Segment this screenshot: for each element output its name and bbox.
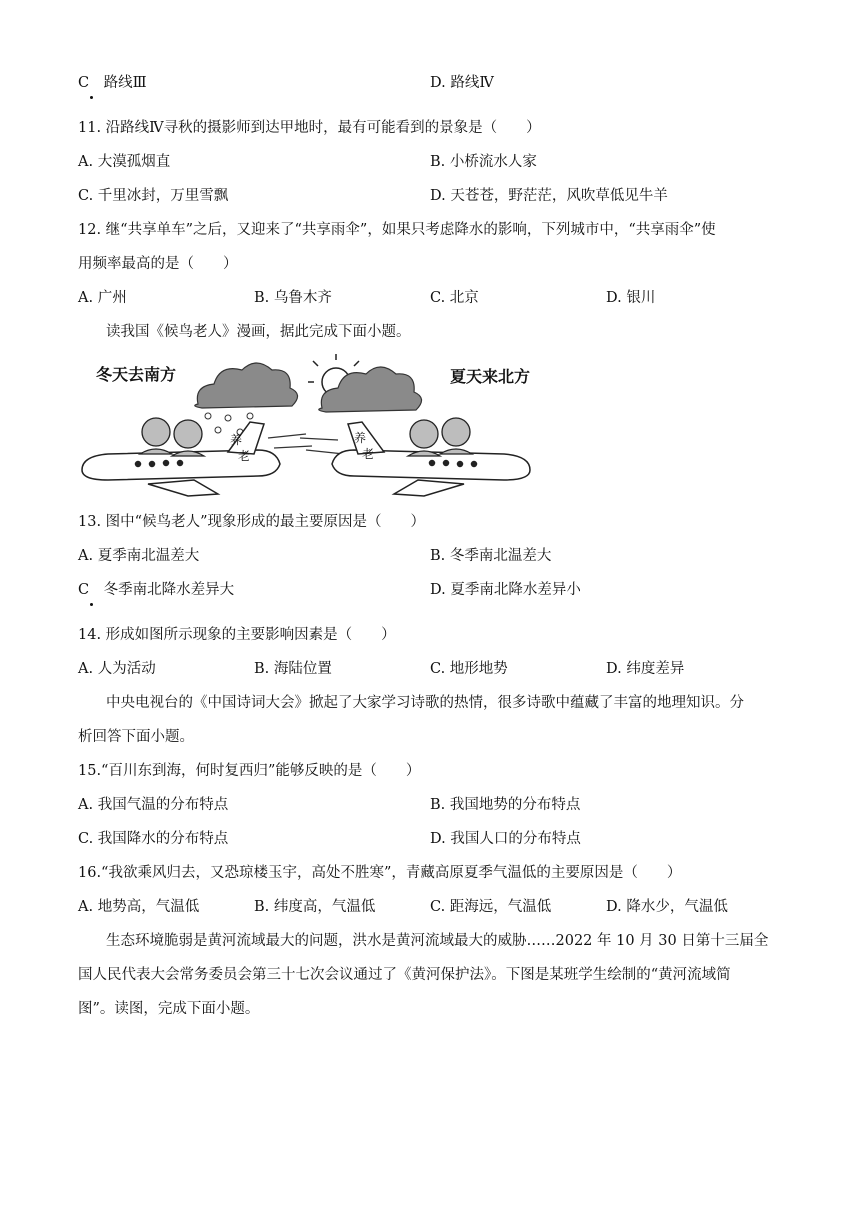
q16-option-d: D. 降水少，气温低	[606, 899, 728, 915]
poetry-intro-line1: 中央电视台的《中国诗词大会》掀起了大家学习诗歌的热情，很多诗歌中蕴藏了丰富的地理知识。分	[106, 695, 744, 711]
yellow-river-intro-line3: 图”。读图，完成下面小题。	[78, 1001, 260, 1017]
q12-option-c: C. 北京	[430, 290, 479, 306]
q16-option-c: C. 距海远，气温低	[430, 899, 552, 915]
q12-option-d: D. 银川	[606, 290, 656, 306]
q13-option-a: A. 夏季南北温差大	[78, 548, 200, 564]
q13-option-b: B. 冬季南北温差大	[430, 548, 552, 564]
q12-stem-line1: 12. 继“共享单车”之后，又迎来了“共享雨伞”，如果只考虑降水的影响，下列城市中，“共享雨伞”使	[78, 222, 716, 238]
q11-stem: 11. 沿路线Ⅳ寻秋的摄影师到达甲地时，最有可能看到的景象是（ ）	[78, 120, 541, 136]
q11-option-a: A. 大漠孤烟直	[78, 154, 171, 170]
left-caption: 冬天去南方	[96, 365, 177, 384]
q11-option-b: B. 小桥流水人家	[430, 154, 537, 170]
q15-option-d: D. 我国人口的分布特点	[430, 831, 581, 847]
q16-option-b: B. 纬度高，气温低	[254, 899, 376, 915]
motion-lines	[268, 434, 344, 454]
elderly-couple-left	[140, 418, 204, 456]
q10-option-d: D. 路线Ⅳ	[430, 75, 494, 91]
q10-option-c: C 路线Ⅲ	[78, 75, 147, 91]
q12-option-a: A. 广州	[78, 290, 127, 306]
cloud-icon	[195, 363, 298, 408]
q15-stem: 15.“百川东到海，何时复西归”能够反映的是（ ）	[78, 763, 421, 779]
q12-stem-line2: 用频率最高的是（ ）	[78, 256, 238, 272]
q11-option-d: D. 天苍苍，野茫茫，风吹草低见牛羊	[430, 188, 668, 204]
q14-option-a: A. 人为活动	[78, 661, 156, 677]
q12-option-b: B. 乌鲁木齐	[254, 290, 332, 306]
right-caption: 夏天来北方	[450, 367, 531, 386]
migratory-elderly-cartoon	[78, 352, 534, 504]
q14-option-d: D. 纬度差异	[606, 661, 685, 677]
plane-label-2: 老	[238, 449, 251, 463]
q16-option-a: A. 地势高，气温低	[78, 899, 200, 915]
plane-label-1: 养	[354, 431, 367, 445]
q14-stem: 14. 形成如图所示现象的主要影响因素是（ ）	[78, 627, 396, 643]
yellow-river-intro-line2: 国人民代表大会常务委员会第三十七次会议通过了《黄河保护法》。下图是某班学生绘制的“黄河流域简	[78, 967, 731, 983]
elderly-couple-right	[408, 418, 472, 456]
emphasis-dot	[90, 96, 93, 99]
q15-option-a: A. 我国气温的分布特点	[78, 797, 229, 813]
q15-option-c: C. 我国降水的分布特点	[78, 831, 229, 847]
yellow-river-intro-line1: 生态环境脆弱是黄河流域最大的问题，洪水是黄河流域最大的威胁……2022 年 10 月 30 日第十三届全	[106, 933, 769, 949]
q13-stem: 13. 图中“候鸟老人”现象形成的最主要原因是（ ）	[78, 514, 425, 530]
poetry-intro-line2: 析回答下面小题。	[78, 729, 194, 745]
emphasis-dot	[90, 603, 93, 606]
q13-option-c: C 冬季南北降水差异大	[78, 582, 235, 598]
q14-option-c: C. 地形地势	[430, 661, 508, 677]
q15-option-b: B. 我国地势的分布特点	[430, 797, 581, 813]
plane-label-1: 养	[230, 433, 243, 447]
q13-option-d: D. 夏季南北降水差异小	[430, 582, 581, 598]
q14-option-b: B. 海陆位置	[254, 661, 332, 677]
q11-option-c: C. 千里冰封，万里雪飘	[78, 188, 229, 204]
plane-label-2: 老	[362, 447, 375, 461]
cartoon-intro: 读我国《候鸟老人》漫画，据此完成下面小题。	[106, 324, 411, 340]
q16-stem: 16.“我欲乘风归去，又恐琼楼玉宇，高处不胜寒”，青藏高原夏季气温低的主要原因是（ ）	[78, 865, 682, 881]
